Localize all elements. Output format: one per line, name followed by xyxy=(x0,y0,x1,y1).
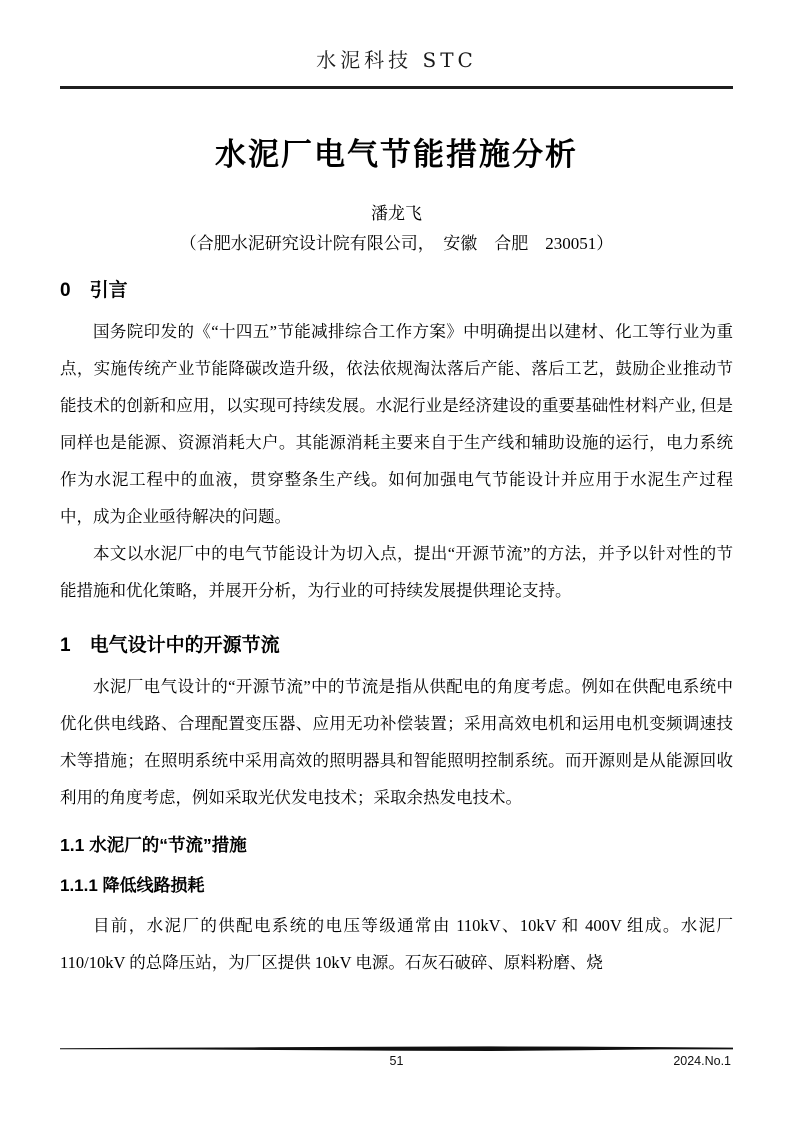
article-author: 潘龙飞 xyxy=(371,204,422,223)
page-content xyxy=(60,0,733,981)
journal-title: 水泥科技 STC xyxy=(316,48,477,72)
paragraph: 本文以水泥厂中的电气节能设计为切入点，提出“开源节流”的方法，并予以针对性的节能措施和优化策略，并展开分析，为行业的可持续发展提供理论支持。 xyxy=(60,544,733,600)
section-heading-1-1-1: 1.1.1 降低线路损耗 xyxy=(60,876,205,895)
article-affiliation: （合肥水泥研究设计院有限公司， 安徽 合肥 230051） xyxy=(179,234,614,253)
paragraph: 国务院印发的《“十四五”节能减排综合工作方案》中明确提出以建材、化工等行业为重点，实施传统产业节能降碳改造升级，依法依规淘汰落后产能、落后工艺，鼓励企业推动节能技术的创新和应用，以实现可持续发展。水泥行业是经济建设的重要基础性材料产业, 但是同样也是能源、资源消耗大户。其能源消耗主要来自于生产线和辅助设施的运行，电力系统作为水泥工程中的血液，贯穿整条生产线。如何加强电气节能设计并应用于水泥生产过程中，成为企业亟待解决的问题。 xyxy=(60,322,733,526)
page-footer xyxy=(60,1046,733,1072)
header-rule xyxy=(60,86,733,89)
section-heading-intro: 0 引言 xyxy=(60,280,128,301)
journal-header xyxy=(60,0,733,73)
page-number: 51 xyxy=(389,1054,404,1068)
section-heading-1: 1 电气设计中的开源节流 xyxy=(60,635,280,656)
footer-row xyxy=(60,1054,733,1072)
issue-label: 2024.No.1 xyxy=(673,1054,731,1068)
paragraph: 水泥厂电气设计的“开源节流”中的节流是指从供配电的角度考虑。例如在供配电系统中优化供电线路、合理配置变压器、应用无功补偿装置；采用高效电机和运用电机变频调速技术等措施；在照明系统中采用高效的照明器具和智能照明控制系统。而开源则是从能源回收利用的角度考虑，例如采取光伏发电技术；采取余热发电技术。 xyxy=(60,677,733,807)
paragraph: 目前，水泥厂的供配电系统的电压等级通常由 110kV、10kV 和 400V 组成。水泥厂 110/10kV 的总降压站，为厂区提供 10kV 电源。石灰石破碎、原料粉磨、烧 xyxy=(60,916,733,972)
section-heading-1-1: 1.1 水泥厂的“节流”措施 xyxy=(60,835,247,855)
footer-rule xyxy=(60,1046,733,1052)
article-title: 水泥厂电气节能措施分析 xyxy=(215,137,578,172)
